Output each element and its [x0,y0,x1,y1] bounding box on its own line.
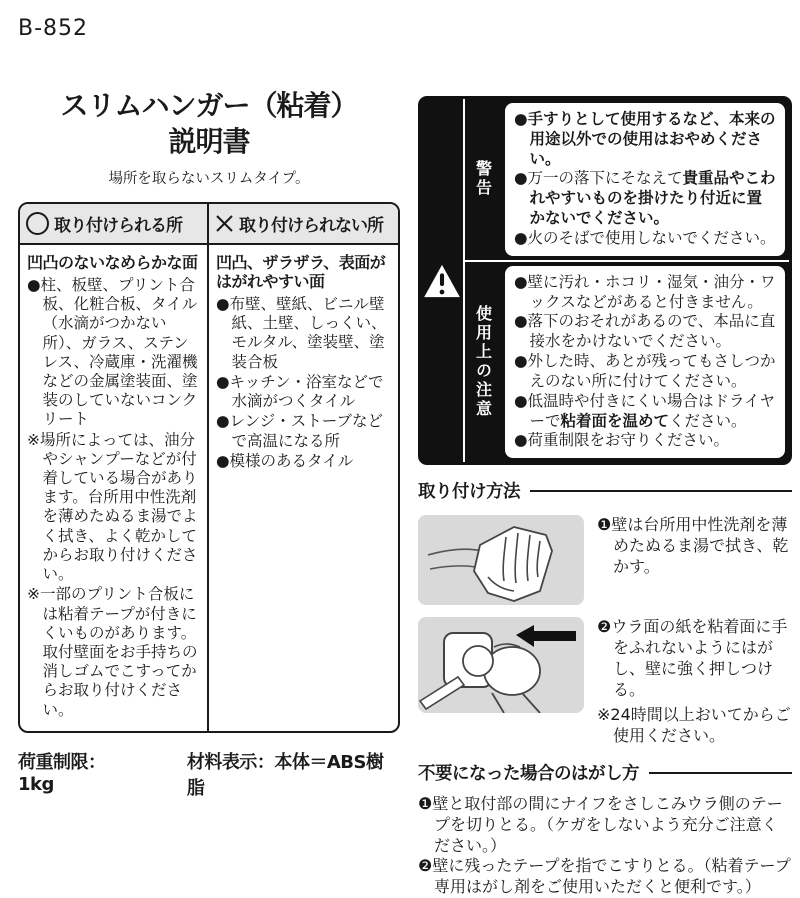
removal-heading-label: 不要になった場合のはがし方 [418,764,639,785]
warning-panel [505,103,785,256]
warning-row [465,99,789,260]
right-column [418,96,792,898]
method-step-1 [418,515,792,605]
allowed-surface-title: 凹凸のないなめらかな面 [27,252,198,272]
usage-caution-label: 使用上の注意 [473,305,493,420]
surface-suitability-table [18,202,400,733]
specs-row [18,748,400,800]
page-subtitle: 場所を取らないスリムタイプ。 [108,170,310,187]
not-allowed-item: ●模様のあるタイル [216,451,354,470]
page-title [18,88,400,160]
warning-triangle-icon [421,99,465,462]
usage-caution-item: ●外した時、あとが残ってもさしつかえのない所に付けてください。 [514,352,776,390]
usage-caution-item: ●落下のおそれがあるので、本品に直接水をかけないでください。 [514,312,776,351]
not-allowed-item: ●布壁、壁紙、ビニル壁紙、土壁、しっくい、モルタル、塗装壁、塗装合板 [216,295,387,371]
page-title-line2: 説明書 [168,124,250,158]
wiping-wall-illustration [418,515,584,605]
usage-caution-item: ●低温時や付きにくい場合はドライヤーで粘着面を温めてください。 [514,391,776,430]
method-step-1-text: ❶壁は台所用中性洗剤を薄めたぬるま湯で拭き、乾かす。 [597,515,789,576]
method-heading-label: 取り付け方法 [418,482,520,503]
not-allowed-item: ●キッチン・浴室などで水滴がつくタイル [216,372,384,411]
allowed-note: ※一部のプリント合板には粘着テープが付きにくいものがあります。取付壁面をお手持ちの消しゴムでこすってからお取り付けください。 [27,585,198,719]
removal-items [418,794,792,898]
product-code: B-852 [18,16,89,41]
caution-rows [465,99,789,462]
heading-rule [530,490,792,492]
not-allowed-surface-title: 凹凸、ザラザラ、表面がはがれやすい面 [216,252,386,291]
load-limit: 荷重制限：1kg [18,751,106,795]
x-mark-icon [215,214,234,233]
table-cell-allowed [20,245,209,731]
table-cell-not-allowed [209,245,398,731]
warning-item: ●火のそばで使用しないでください。 [514,228,776,247]
warning-item: ●手すりとして使用するなど、本来の用途以外での使用はおやめください。 [514,110,776,168]
method-step-2-text: ❷ウラ面の紙を粘着面に手をふれないようにはがし、壁に強く押しつける。 ※24時間以上おいてからご使用ください。 [597,617,791,746]
removal-item: ❷壁に残ったテープを指でこすりとる。（粘着テープ専用はがし剤をご使用いただくと便利です。） [418,856,791,897]
method-step-2 [418,617,792,747]
table-header-allowed-label: 取り付けられる所 [54,215,182,236]
warning-item: ●万一の落下にそなえて貴重品やこわれやすいものを掛けたり付近に置かないでください。 [514,169,776,228]
method-section-heading [418,478,792,503]
usage-caution-row [465,260,789,462]
usage-caution-item: ●荷重制限をお守りください。 [514,431,730,450]
table-header-not-allowed-label: 取り付けられない所 [239,215,383,236]
circle-ok-icon [26,212,49,235]
method-step-2-note: ※24時間以上おいてからご使用ください。 [597,705,791,746]
table-header-not-allowed [209,204,398,245]
usage-caution-item: ●壁に汚れ・ホコリ・湿気・油分・ワックスなどがあると付きません。 [514,272,776,311]
caution-box [418,96,792,465]
page-title-line1: スリムハンガー（粘着） [60,89,358,122]
removal-item: ❶壁と取付部の間にナイフをさしこみウラ側のテープを切りとる。（ケガをしないよう充分ご注意ください。） [418,794,783,855]
heading-rule [649,772,792,774]
warning-label: 警告 [473,160,493,199]
material-label: 材料表示：本体＝ABS樹脂 [186,751,384,799]
table-header-allowed [20,204,209,245]
not-allowed-item: ●レンジ・ストーブなどで高温になる所 [216,412,383,450]
usage-caution-panel [505,266,785,458]
allowed-item: ●柱、板壁、プリント合板、化粧合板、タイル（水滴がつかない所）、ガラス、ステンレス、冷蔵庫・洗濯機などの金属塗装面、塗装のしていないコンクリート [27,275,198,429]
removal-section-heading [418,760,792,785]
pressing-hanger-illustration [418,617,584,713]
left-column [18,88,400,800]
allowed-note: ※場所によっては、油分やシャンプーなどが付着している場合があります。台所用中性洗剤を薄めたぬるま湯でよく拭き、よく乾かしてからお取り付けください。 [27,430,198,584]
